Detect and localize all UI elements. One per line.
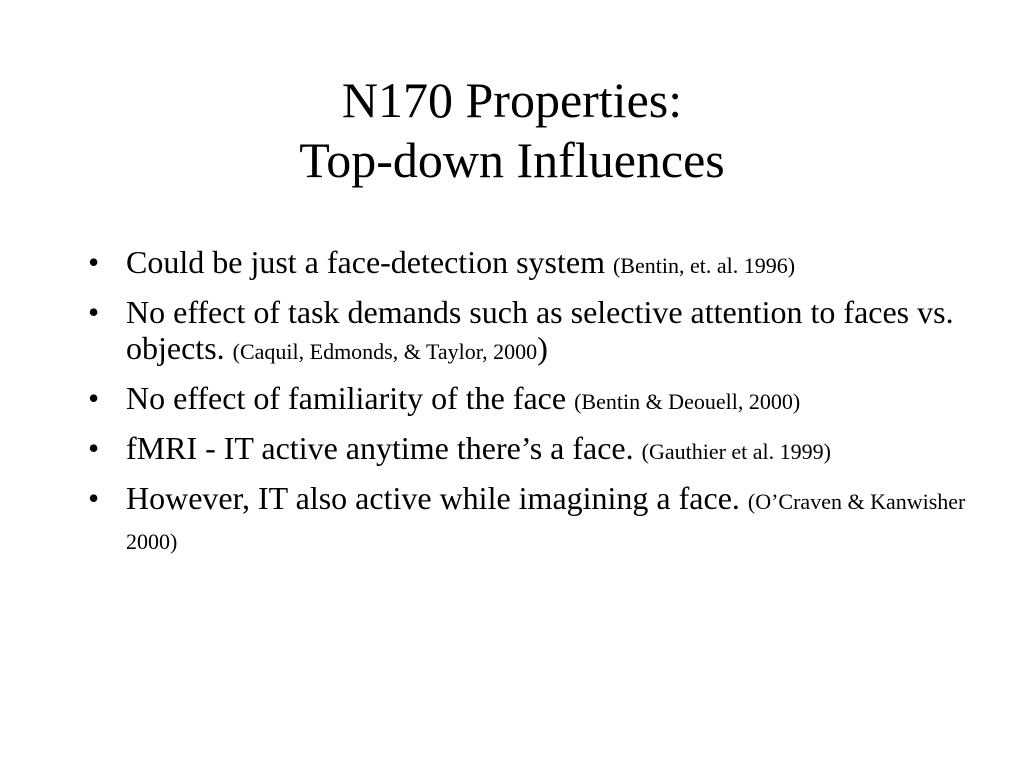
bullet-text: No effect of task demands such as selective attention to faces vs. objects. xyxy=(126,294,954,366)
bullet-text: fMRI - IT active anytime there’s a face. xyxy=(126,430,642,466)
bullet-text: No effect of familiarity of the face xyxy=(126,380,575,416)
bullet-icon: • xyxy=(88,430,100,466)
bullet-item xyxy=(88,294,988,370)
bullet-icon: • xyxy=(88,480,100,516)
bullet-citation: (Bentin & Deouell, 2000) xyxy=(574,389,801,414)
slide-title-line-1: N170 Properties: xyxy=(341,72,683,128)
bullet-item xyxy=(88,380,988,420)
slide-title-line-2: Top-down Influences xyxy=(299,132,725,188)
bullet-citation: (Gauthier et al. 1999) xyxy=(641,439,831,464)
bullet-list xyxy=(88,244,988,570)
bullet-item xyxy=(88,480,988,560)
bullet-icon: • xyxy=(88,244,100,280)
bullet-citation: (Caquil, Edmonds, & Taylor, 2000 xyxy=(232,339,538,364)
bullet-item xyxy=(88,430,988,470)
bullet-tail: ) xyxy=(537,330,548,366)
bullet-item xyxy=(88,244,988,284)
bullet-citation: (Bentin, et. al. 1996) xyxy=(612,253,796,278)
bullet-text: However, IT also active while imagining a face. xyxy=(126,480,748,516)
bullet-icon: • xyxy=(88,380,100,416)
bullet-text: Could be just a face-detection system xyxy=(126,244,613,280)
bullet-icon: • xyxy=(88,294,100,330)
slide-title xyxy=(0,70,1024,190)
bullet-citation: (O’Craven & Kanwisher 2000) xyxy=(126,489,966,554)
